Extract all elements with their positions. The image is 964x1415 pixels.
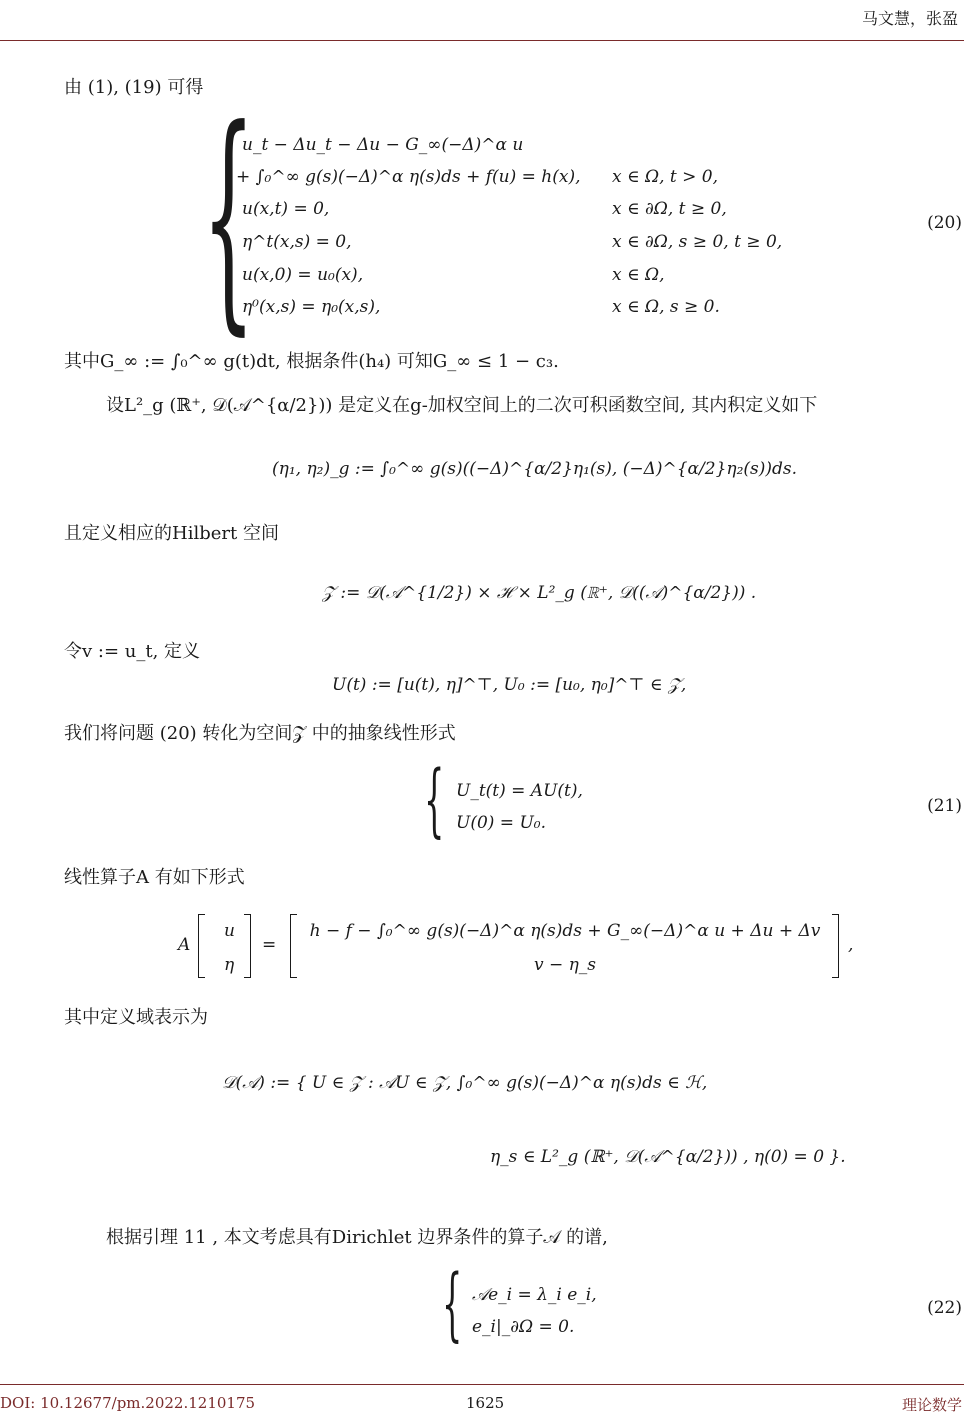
footer-page-number: 1625 [466, 1394, 505, 1412]
paragraph-spectrum: 根据引理 11 , 本文考虑具有Dirichlet 边界条件的算子𝒜 的谱, [106, 1227, 608, 1248]
footer-doi[interactable]: DOI: 10.12677/pm.2022.1210175 [0, 1394, 256, 1412]
operator-a-symbol: A [178, 935, 191, 955]
rhs-top: h − f − ∫₀^∞ g(s)(−Δ)^α η(s)ds + G_∞(−Δ)^α u + Δu + Δv [309, 921, 821, 941]
system20-line-5-right: x ∈ Ω, [612, 265, 665, 285]
system20-line-2-right: x ∈ Ω, t > 0, [612, 167, 718, 187]
equation-space-z: 𝒵 := 𝒟(𝒜^{1/2}) × ℋ × L²_g (ℝ⁺, 𝒟((𝒜)^{α/2})) . [322, 583, 757, 603]
equation-domain-line-1: 𝒟(𝒜) := { U ∈ 𝒵 : 𝒜U ∈ 𝒵, ∫₀^∞ g(s)(−Δ)^α η(s)ds ∈ ℋ, [222, 1073, 708, 1093]
equation-u-definition: U(t) := [u(t), η]^⊤, U₀ := [u₀, η₀]^⊤ ∈ 𝒵, [332, 675, 687, 695]
paragraph-abstract-form: 我们将问题 (20) 转化为空间𝒵 中的抽象线性形式 [64, 723, 456, 744]
paragraph-domain: 其中定义域表示为 [64, 1007, 208, 1028]
footer-journal: 理论数学 [901, 1396, 962, 1414]
paragraph-hilbert: 且定义相应的Hilbert 空间 [64, 523, 279, 544]
paragraph-weighted-space: 设L²_g (ℝ⁺, 𝒟(𝒜^{α/2})) 是定义在g-加权空间上的二次可积函数空间, 其内积定义如下 [106, 395, 818, 416]
system20-line-5-left: u(x,0) = u₀(x), [242, 265, 364, 285]
header-rule [0, 40, 964, 41]
system20-line-4-right: x ∈ ∂Ω, s ≥ 0, t ≥ 0, [612, 232, 783, 252]
vector-bracket-right [244, 914, 251, 978]
paragraph-g-infinity: 其中G_∞ := ∫₀^∞ g(t)dt, 根据条件(h₄) 可知G_∞ ≤ 1 − c₃. [64, 351, 559, 372]
footer-rule [0, 1384, 964, 1385]
left-brace: { [424, 753, 445, 846]
rhs-bracket-left [290, 914, 297, 978]
running-header-authors: 马文慧，张盈 [861, 9, 958, 28]
system20-line-6-left: η⁰(x,s) = η₀(x,s), [242, 297, 381, 317]
paragraph-define-v: 令v := u_t, 定义 [64, 641, 201, 662]
left-brace: { [442, 1257, 463, 1350]
equals-sign: = [262, 935, 277, 955]
equation-tail-comma: , [848, 935, 854, 955]
paragraph-linear-operator: 线性算子A 有如下形式 [64, 867, 245, 888]
vector-bottom: η [224, 955, 235, 975]
system20-line-1-left: u_t − Δu_t − Δu − G_∞(−Δ)^α u [242, 135, 524, 155]
system21-line-1: U_t(t) = AU(t), [456, 781, 583, 801]
equation-number-22: (22) [927, 1298, 962, 1318]
system20-line-6-right: x ∈ Ω, s ≥ 0. [612, 297, 720, 317]
equation-number-21: (21) [927, 796, 962, 816]
rhs-bottom: v − η_s [533, 955, 597, 975]
equation-domain-line-2: η_s ∈ L²_g (ℝ⁺, 𝒟(𝒜^{α/2})) , η(0) = 0 }. [490, 1147, 846, 1167]
system20-line-4-left: η^t(x,s) = 0, [242, 232, 352, 252]
vector-top: u [224, 921, 235, 941]
system20-line-2-left: + ∫₀^∞ g(s)(−Δ)^α η(s)ds + f(u) = h(x), [236, 167, 581, 187]
system20-line-3-left: u(x,t) = 0, [242, 199, 330, 219]
left-brace: { [202, 79, 256, 356]
equation-number-20: (20) [927, 213, 962, 233]
vector-bracket-left [198, 914, 205, 978]
rhs-bracket-right [832, 914, 839, 978]
system22-line-2: e_i|_∂Ω = 0. [472, 1317, 575, 1337]
paragraph-intro: 由 (1), (19) 可得 [64, 77, 204, 98]
equation-inner-product: (η₁, η₂)_g := ∫₀^∞ g(s)((−Δ)^{α/2}η₁(s), (−Δ)^{α/2}η₂(s))ds. [272, 459, 798, 479]
system22-line-1: 𝒜e_i = λ_i e_i, [472, 1285, 597, 1305]
system21-line-2: U(0) = U₀. [456, 813, 547, 833]
system20-line-3-right: x ∈ ∂Ω, t ≥ 0, [612, 199, 727, 219]
